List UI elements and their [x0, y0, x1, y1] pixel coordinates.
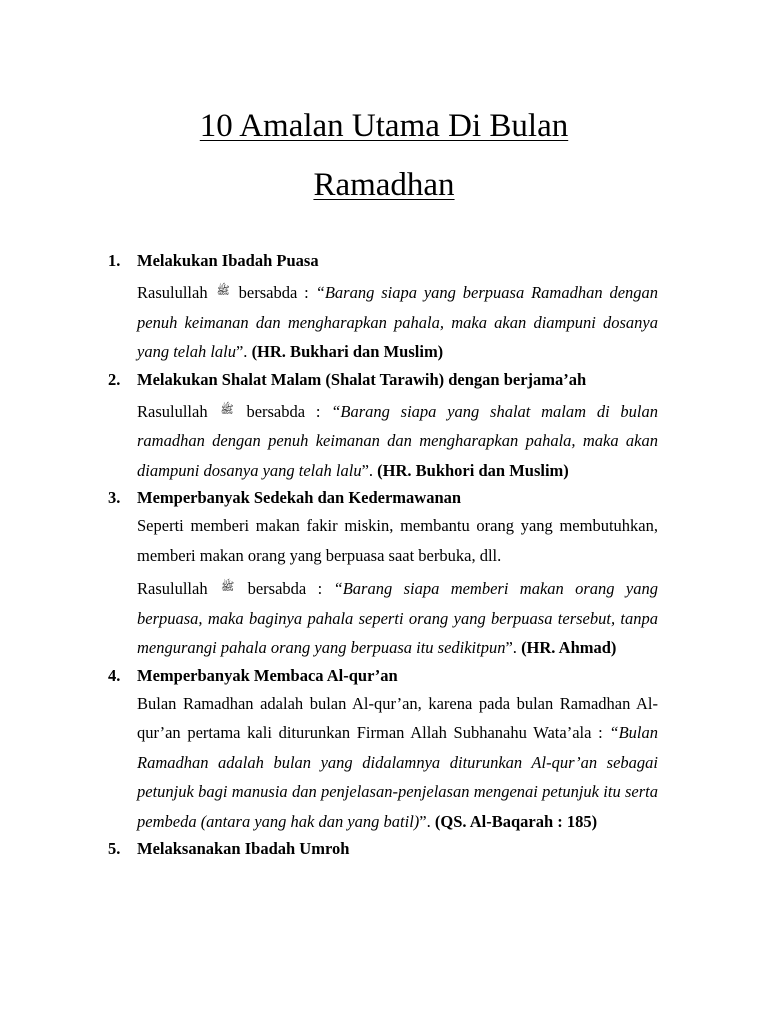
verse-quote: “Bulan Ramadhan adalah bulan yang didalamnya diturunkan Al-qur’an sebagai petunjuk bagi manusia dan penjelasan-penjelasan mengenai petunjuk itu serta pembeda (antara yang hak dan yang batil) — [137, 723, 658, 831]
item-number: 4. — [108, 665, 121, 685]
item-heading: Memperbanyak Membaca Al-qur’an — [137, 665, 398, 685]
hadith-quote: “Barang siapa yang shalat malam di bulan ramadhan dengan penuh keimanan dan mengharapkan pahala, maka akan diampuni dosanya yang telah lalu — [137, 401, 659, 480]
saw-icon: ﷺ — [216, 285, 230, 297]
item-text: Seperti memberi makan fakir miskin, membantu orang yang membutuhkan, memberi makan orang yang berpuasa saat berbuka, dll. — [137, 516, 658, 565]
amalan-list — [108, 248, 658, 862]
hadith-paragraph — [137, 278, 658, 367]
hadith-paragraph — [137, 574, 658, 663]
verse-source: (QS. Al-Baqarah : 185) — [434, 811, 598, 831]
saw-icon: ﷺ — [220, 581, 235, 593]
page-title-line-2: Ramadhan — [313, 167, 455, 203]
item-text — [137, 689, 658, 837]
hadith-source: (HR. Bukhari dan Muslim) — [251, 342, 444, 361]
hadith-source: (HR. Bukhori dan Muslim) — [377, 460, 569, 480]
quote-close: ”. — [361, 460, 374, 480]
verb: bersabda : — [247, 579, 323, 598]
quote-close: ”. — [419, 811, 431, 831]
hadith-quote: “Barang siapa yang berpuasa Ramadhan dengan penuh keimanan dan mengharapkan pahala, maka akan diampuni dosanya yang telah lalu — [137, 283, 659, 361]
item-number: 1. — [108, 251, 121, 270]
quote-close: ”. — [505, 638, 517, 657]
speaker: Rasulullah — [137, 579, 208, 598]
item-intro: Bulan Ramadhan adalah bulan Al-qur’an, karena pada bulan Ramadhan Al-qur’an pertama kali diturunkan Firman Allah Subhanahu Wata’ala : — [137, 693, 658, 742]
item-heading: Melakukan Shalat Malam (Shalat Tarawih) dengan berjama’ah — [137, 369, 587, 389]
list-item-3 — [108, 485, 658, 663]
speaker: Rasulullah — [137, 401, 208, 421]
speaker: Rasulullah — [137, 283, 208, 302]
item-number: 3. — [108, 488, 121, 507]
quote-close: ”. — [235, 342, 248, 361]
item-heading: Melakukan Ibadah Puasa — [137, 251, 319, 270]
item-number: 2. — [108, 369, 121, 389]
list-item-2 — [108, 367, 658, 486]
item-heading: Melaksanakan Ibadah Umroh — [137, 839, 350, 858]
page-title-line-1: 10 Amalan Utama Di Bulan — [199, 108, 569, 144]
list-item-4 — [108, 663, 658, 837]
verb: bersabda : — [238, 283, 309, 302]
verb: bersabda : — [246, 401, 321, 421]
list-item-1 — [108, 248, 658, 367]
hadith-paragraph — [137, 397, 658, 486]
hadith-source: (HR. Ahmad) — [521, 638, 617, 657]
list-item-5 — [108, 836, 658, 862]
item-heading: Memperbanyak Sedekah dan Kedermawanan — [137, 488, 462, 507]
saw-icon: ﷺ — [220, 403, 234, 416]
hadith-quote: “Barang siapa memberi makan orang yang berpuasa, maka baginya pahala seperti orang yang berpuasa tersebut, tanpa mengurangi pahala orang yang berpuasa itu sedikitpun — [137, 579, 658, 657]
item-number: 5. — [108, 839, 121, 858]
